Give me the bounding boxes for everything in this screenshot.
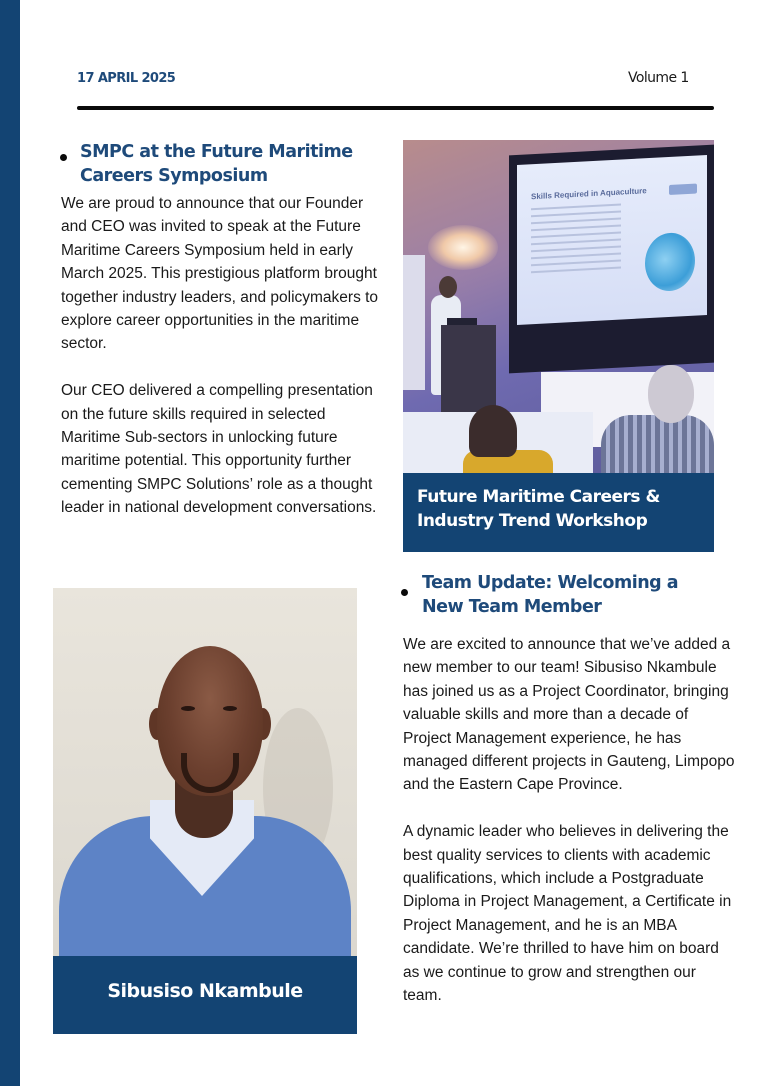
issue-date: 17 APRIL 2025 [77,71,176,86]
symposium-paragraph: We are proud to announce that our Founder and CEO was invited to speak at the Future Maritime Careers Symposium held in early March 2025. This prestigious platform brought together industry leaders, and policymakers to explore career opportunities in the maritime sector. [61,195,379,353]
header-divider [77,106,714,110]
slide-bullet-lines [531,204,621,279]
bullet-icon [60,154,67,161]
workshop-photo [403,140,714,473]
workshop-caption-bar [403,473,714,552]
symposium-body [61,192,381,520]
eye [181,706,195,711]
team-update-body [403,633,738,1007]
portrait-name: Sibusiso Nkambule [107,980,303,1002]
brand-sidebar-stripe [0,0,20,1086]
portrait-card [53,588,357,1034]
eye [223,706,237,711]
attendee-body [601,415,714,473]
projector-screen [517,155,707,325]
slide-title: Skills Required in Aquaculture [531,186,647,202]
bullet-icon [401,589,408,596]
slide-logo [669,184,697,195]
attendee-head [648,365,694,423]
workshop-photo-card [403,140,714,552]
pull-up-banner [403,255,425,390]
attendee-head [469,405,517,457]
slide-globe-graphic [645,232,695,293]
speaker-head [439,276,457,298]
team-update-paragraph: A dynamic leader who believes in delivering the best quality services to clients with academic qualifications, which include a Postgraduate Diploma in Project Management, a Certificate in Project Management, and he is an MBA candidate. We’re thrilled to have him on board as we continue to grow and strengthen our team. [403,823,732,1005]
wall-lamp [428,225,498,270]
team-update-heading: Team Update: Welcoming a New Team Member [422,573,679,617]
portrait-name-bar [53,956,357,1034]
team-update-paragraph: We are excited to announce that we’ve added a new member to our team! Sibusiso Nkambule has joined us as a Project Coordinator, bringing valuable skills and more than a decade of Project Management experience, he has managed different projects in Gauteng, Limpopo and the Eastern Cape Province. [403,636,735,794]
podium [441,325,496,415]
workshop-caption: Future Maritime Careers & Industry Trend Workshop [417,487,660,531]
symposium-heading: SMPC at the Future Maritime Careers Symposium [80,142,353,186]
symposium-paragraph: Our CEO delivered a compelling presentation on the future skills required in selected Maritime Sub-sectors in unlocking future maritime potential. This opportunity further cementing SMPC Solutions’ role as a thought leader in national development conversations. [61,382,377,517]
issue-volume: Volume 1 [628,70,689,86]
portrait-photo [53,588,357,956]
